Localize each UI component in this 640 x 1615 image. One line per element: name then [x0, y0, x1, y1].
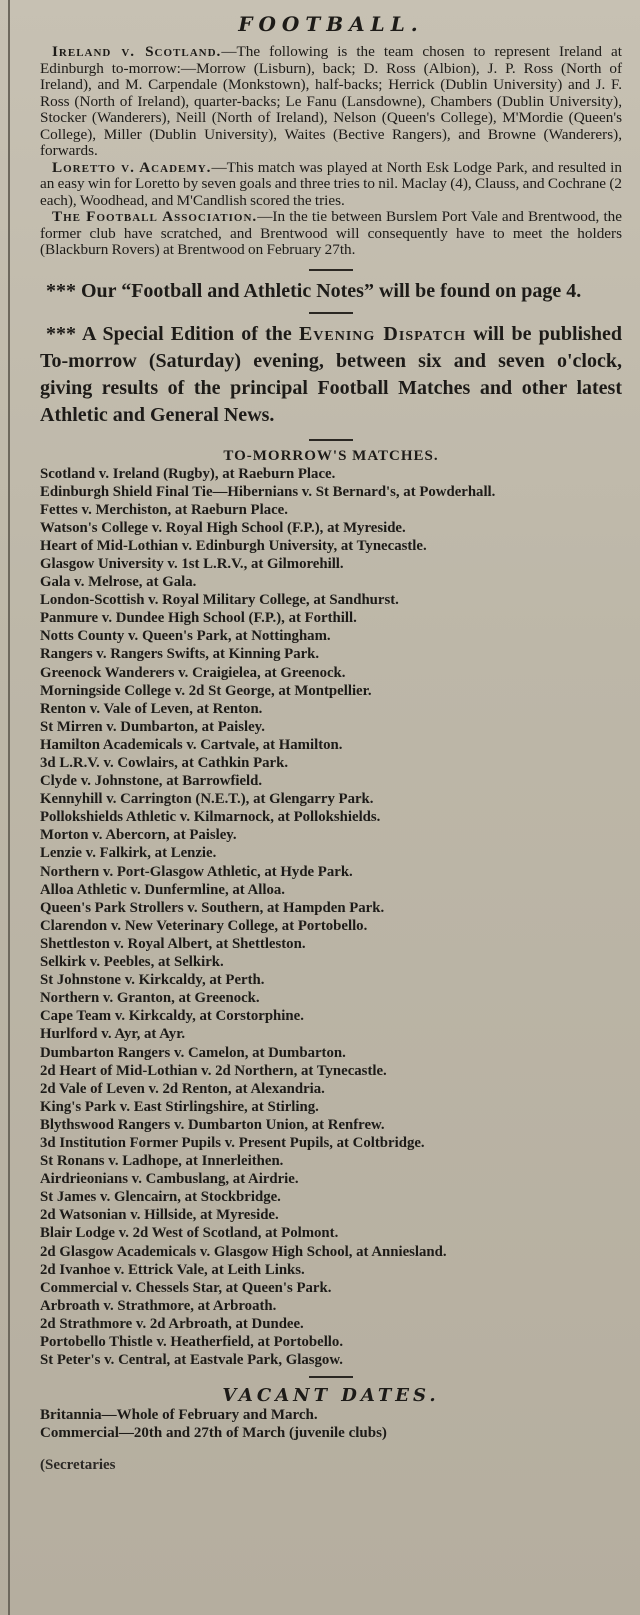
match-item: Panmure v. Dundee High School (F.P.), at Forthill. [40, 610, 357, 627]
match-item: Kennyhill v. Carrington (N.E.T.), at Glengarry Park. [40, 791, 374, 808]
cutoff-line: (Secretaries [40, 1457, 116, 1474]
match-item: London-Scottish v. Royal Military College, at Sandhurst. [40, 592, 399, 609]
match-item: Pollokshields Athletic v. Kilmarnock, at Pollokshields. [40, 809, 381, 826]
match-item: Shettleston v. Royal Albert, at Shettleston. [40, 935, 306, 952]
match-item: Gala v. Melrose, at Gala. [40, 574, 197, 591]
match-item: St Mirren v. Dumbarton, at Paisley. [40, 718, 265, 735]
match-item: Greenock Wanderers v. Craigielea, at Greenock. [40, 664, 346, 681]
report-lead: Ireland v. Scotland. [52, 43, 222, 60]
reports [40, 44, 622, 259]
match-item: Selkirk v. Peebles, at Selkirk. [40, 954, 224, 971]
match-item: Commercial v. Chessels Star, at Queen's Park. [40, 1279, 332, 1296]
match-item: Rangers v. Rangers Swifts, at Kinning Park. [40, 646, 320, 663]
match-item: Portobello Thistle v. Heatherfield, at Portobello. [40, 1334, 344, 1350]
match-item: Scotland v. Ireland (Rugby), at Raeburn Place. [40, 465, 336, 482]
match-item: Morningside College v. 2d St George, at Montpellier. [40, 682, 372, 699]
vacant-list [40, 1406, 622, 1442]
match-item: 2d Strathmore v. 2d Arbroath, at Dundee. [40, 1315, 304, 1332]
report-lead: Loretto v. Academy. [52, 158, 212, 176]
separator [309, 269, 353, 271]
vacant-heading: VACANT DATES. [222, 1385, 440, 1407]
column-rule [8, 0, 10, 1615]
match-item: St Peter's v. Central, at Eastvale Park, Glasgow. [40, 1352, 343, 1369]
paper-name: Evening Dispatch [298, 322, 467, 345]
notice-athletic-notes: *** Our “Football and Athletic Notes” will be found on page 4. [46, 279, 582, 302]
match-item: Blythswood Rangers v. Dumbarton Union, at Renfrew. [40, 1116, 385, 1133]
report-paragraph [40, 44, 622, 160]
match-item: Hurlford v. Ayr, at Ayr. [40, 1026, 186, 1043]
match-item: Renton v. Vale of Leven, at Renton. [40, 700, 263, 717]
match-item: 2d Heart of Mid-Lothian v. 2d Northern, at Tynecastle. [40, 1062, 387, 1079]
match-item: 3d Institution Former Pupils v. Present Pupils, at Coltbridge. [40, 1134, 425, 1151]
match-item: 2d Glasgow Academicals v. Glasgow High School, at Anniesland. [40, 1243, 447, 1260]
match-item: Notts County v. Queen's Park, at Nottingham. [40, 628, 331, 645]
match-item: St Ronans v. Ladhope, at Innerleithen. [40, 1153, 284, 1170]
match-item: Morton v. Abercorn, at Paisley. [40, 827, 237, 844]
notice-special-edition [40, 321, 622, 429]
match-item: Fettes v. Merchiston, at Raeburn Place. [40, 501, 288, 518]
report-paragraph [40, 160, 622, 210]
match-item: Cape Team v. Kirkcaldy, at Corstorphine. [40, 1008, 304, 1025]
report-lead: The Football Association. [52, 208, 258, 225]
match-item: Hamilton Academicals v. Cartvale, at Hamilton. [40, 736, 343, 753]
match-item: 3d L.R.V. v. Cowlairs, at Cathkin Park. [40, 755, 289, 771]
separator [309, 439, 353, 441]
match-item: Blair Lodge v. 2d West of Scotland, at Polmont. [40, 1225, 339, 1242]
report-text: —The following is the team chosen to represent Ireland at Edinburgh to-morrow:—Morrow (Lisburn), back; D. Ross (Albion), J. P. Ross (North of Ireland), and M. Carpendale (Monkstown), half-backs; Herrick (Dublin University) and J. F. Ross (North of Ireland), quarter-backs; Le Fanu (Lansdowne), Chambers (Dublin University), Stocker (Wanderers), Neill (North of Ireland), Nelson (Queen's College), M'Mordie (Queen's College), Miller (Dublin University), Waites (Bective Rangers), and Browne (Wanderers), forwards. [40, 43, 622, 159]
match-item: Heart of Mid-Lothian v. Edinburgh University, at Tynecastle. [40, 537, 427, 554]
vacant-item: Commercial—20th and 27th of March (juvenile clubs) [40, 1425, 387, 1442]
match-item: Queen's Park Strollers v. Southern, at Hampden Park. [40, 899, 385, 916]
match-item: Arbroath v. Strathmore, at Arbroath. [40, 1297, 277, 1314]
separator [309, 1376, 353, 1378]
matches-list [40, 465, 622, 1370]
match-item: St James v. Glencairn, at Stockbridge. [40, 1189, 281, 1206]
match-item: 2d Watsonian v. Hillside, at Myreside. [40, 1207, 279, 1224]
match-item: Clyde v. Johnstone, at Barrowfield. [40, 773, 263, 790]
notice-post: will be published To-morrow (Saturday) evening, between six and seven o'clock, giving results of the principal Football Matches and other latest Athletic and General News. [40, 322, 623, 426]
report-text: —This match was played at North Esk Lodge Park, and resulted in an easy win for Loretto by seven goals and three tries to nil. Maclay (4), Clauss, and Cochrane (2 each), Woodhead, and M'Candlish scored the tries. [40, 158, 622, 209]
match-item: Edinburgh Shield Final Tie—Hibernians v. St Bernard's, at Powderhall. [40, 483, 496, 500]
match-item: Alloa Athletic v. Dunfermline, at Alloa. [40, 881, 285, 898]
match-item: Dumbarton Rangers v. Camelon, at Dumbarton. [40, 1044, 346, 1061]
report-paragraph [40, 209, 622, 259]
match-item: 2d Ivanhoe v. Ettrick Vale, at Leith Links. [40, 1261, 305, 1278]
separator [309, 312, 353, 314]
vacant-item: Britannia—Whole of February and March. [40, 1407, 318, 1424]
match-item: Glasgow University v. 1st L.R.V., at Gilmorehill. [40, 555, 344, 572]
match-item: Lenzie v. Falkirk, at Lenzie. [40, 845, 217, 862]
section-heading: FOOTBALL. [238, 12, 424, 36]
match-item: St Johnstone v. Kirkcaldy, at Perth. [40, 972, 265, 989]
report-text: —In the tie between Burslem Port Vale and Brentwood, the former club have scratched, and Brentwood will consequently have to meet the holders (Blackburn Rovers) at Brentwood on February 27th. [40, 208, 622, 258]
match-item: Airdrieonians v. Cambuslang, at Airdrie. [40, 1171, 299, 1188]
match-item: Watson's College v. Royal High School (F.P.), at Myreside. [40, 519, 406, 536]
match-item: Northern v. Port-Glasgow Athletic, at Hyde Park. [40, 863, 353, 880]
match-item: Northern v. Granton, at Greenock. [40, 990, 260, 1007]
match-item: Clarendon v. New Veterinary College, at Portobello. [40, 917, 368, 934]
notice-pre: *** A Special Edition of the [46, 322, 292, 345]
matches-heading: TO-MORROW'S MATCHES. [223, 447, 439, 464]
match-item: 2d Vale of Leven v. 2d Renton, at Alexandria. [40, 1080, 325, 1097]
match-item: King's Park v. East Stirlingshire, at Stirling. [40, 1098, 319, 1115]
